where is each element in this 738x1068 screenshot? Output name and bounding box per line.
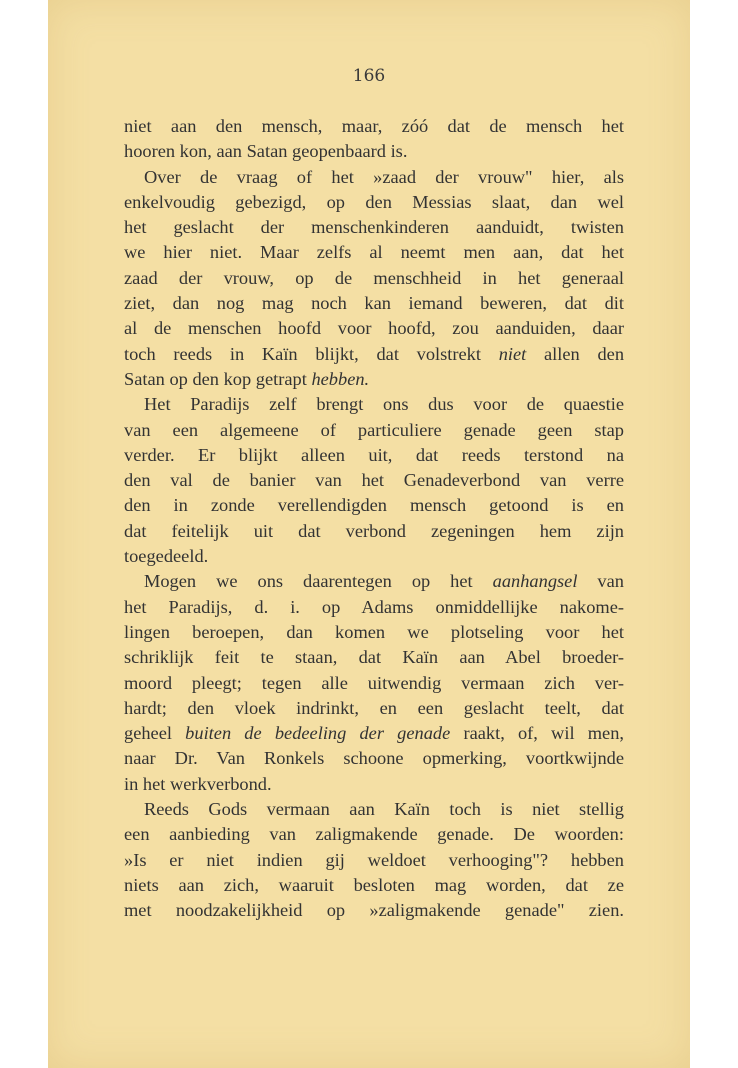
italic-run: hebben.	[311, 368, 370, 389]
text-line: lingen beroepen, dan komen we plotseling voor het	[124, 621, 624, 642]
book-page	[48, 0, 690, 1068]
text-line: Over de vraag of het »zaad der vrouw" hier, als	[144, 166, 624, 187]
page-number: 166	[352, 66, 386, 86]
text-line: moord pleegt; tegen alle uitwendig vermaan zich ver-	[124, 672, 624, 693]
text-line: een aanbieding van zaligmakende genade. De woorden:	[124, 824, 624, 845]
text-line	[124, 721, 624, 746]
body-text	[124, 114, 624, 924]
italic-run: aanhangsel	[492, 571, 578, 592]
text-line: in het werkverbond.	[124, 773, 272, 794]
text-line: met noodzakelijkheid op »zaligmakende genade" zien.	[124, 900, 624, 921]
text-line: het Paradijs, d. i. op Adams onmiddellijke nakome-	[124, 596, 624, 617]
text-line: ziet, dan nog mag noch kan iemand beweren, dat dit	[124, 293, 624, 314]
text-line: den in zonde verellendigden mensch getoond is en	[124, 495, 624, 516]
italic-run: buiten de bedeeling der genade	[185, 723, 451, 744]
text-line	[124, 342, 624, 367]
text-run: geheel	[124, 723, 172, 744]
text-line: dat feitelijk uit dat verbond zegeningen hem zijn	[124, 520, 624, 541]
text-line: al de menschen hoofd voor hoofd, zou aanduiden, daar	[124, 318, 624, 339]
text-line: hardt; den vloek indrinkt, en een geslacht teelt, dat	[124, 697, 624, 718]
text-line: van een algemeene of particuliere genade geen stap	[124, 419, 624, 440]
text-line: »Is er niet indien gij weldoet verhooging"? hebben	[124, 849, 624, 870]
text-line: verder. Er blijkt alleen uit, dat reeds terstond na	[124, 444, 624, 465]
text-run: van	[597, 571, 624, 592]
italic-run: niet	[498, 343, 527, 364]
text-run: Satan op den kop getrapt	[124, 368, 307, 389]
text-line: naar Dr. Van Ronkels schoone opmerking, voortkwijnde	[124, 748, 624, 769]
text-line: zaad der vrouw, op de menschheid in het generaal	[124, 267, 624, 288]
text-line: Reeds Gods vermaan aan Kaïn toch is niet stellig	[144, 799, 624, 820]
text-line: hooren kon, aan Satan geopenbaard is.	[124, 141, 408, 162]
text-run: allen den	[544, 343, 625, 364]
text-run: toch reeds in Kaïn blijkt, dat volstrekt	[124, 343, 481, 364]
text-line: Het Paradijs zelf brengt ons dus voor de quaestie	[144, 394, 624, 415]
text-line: het geslacht der menschenkinderen aanduidt, twisten	[124, 217, 624, 238]
text-line: enkelvoudig gebezigd, op den Messias slaat, dan wel	[124, 191, 624, 212]
text-run: Mogen we ons daarentegen op het	[144, 571, 473, 592]
text-line: schriklijk feit te staan, dat Kaïn aan Abel broeder-	[124, 647, 624, 668]
text-line	[124, 367, 624, 392]
text-line: niets aan zich, waaruit besloten mag worden, dat ze	[124, 874, 624, 895]
text-line: den val de banier van het Genadeverbond van verre	[124, 470, 624, 491]
text-line: niet aan den mensch, maar, zóó dat de mensch het	[124, 116, 624, 136]
text-line	[124, 569, 624, 594]
text-line: toegedeeld.	[124, 546, 209, 567]
text-line: we hier niet. Maar zelfs al neemt men aan, dat het	[124, 242, 624, 263]
text-run: raakt, of, wil men,	[463, 723, 624, 744]
